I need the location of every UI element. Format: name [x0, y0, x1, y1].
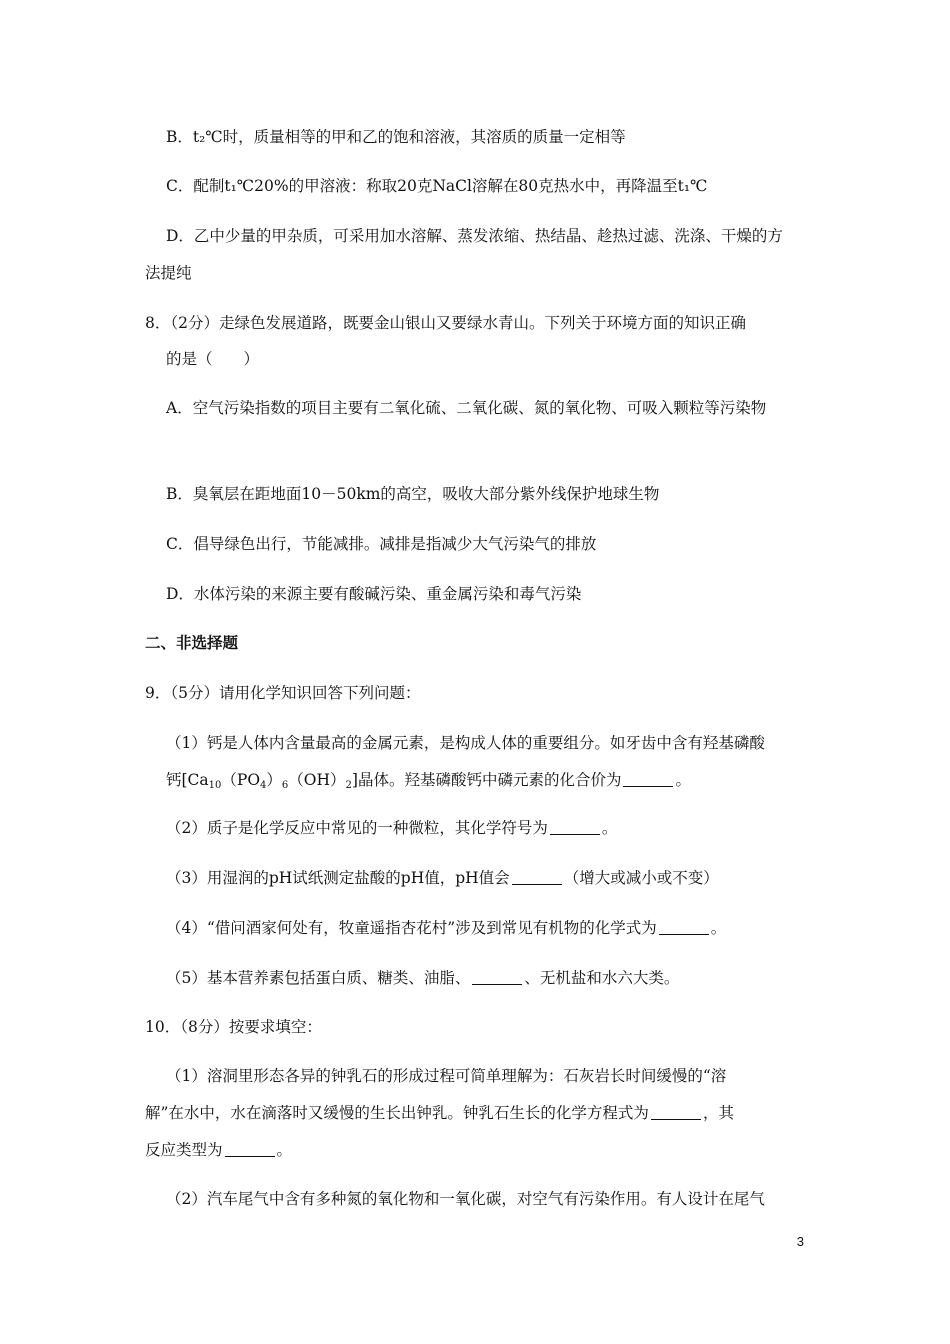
q9-part1-line1: （1）钙是人体内含量最高的金属元素，是构成人体的重要组分。如牙齿中含有羟基磷酸: [166, 734, 765, 752]
answer-blank[interactable]: [512, 870, 562, 885]
q8-option-a: A．空气污染指数的项目主要有二氧化硫、二氧化碳、氮的氧化物、可吸入颗粒等污染物: [166, 399, 767, 417]
q9-part2: （2）质子是化学反应中常见的一种微粒，其化学符号为 。: [166, 819, 618, 837]
q8-option-c: C．倡导绿色出行，节能减排。减排是指减少大气污染气的排放: [166, 535, 597, 553]
q9-part4: （4）“借问酒家何处有，牧童遥指杏花村”涉及到常见有机物的化学式为 。: [166, 919, 727, 937]
answer-blank[interactable]: [550, 820, 600, 835]
q10-part1-line3: 反应类型为 。: [145, 1141, 293, 1159]
answer-blank[interactable]: [651, 1105, 701, 1120]
q8-option-b: B．臭氧层在距地面10－50km的高空，吸收大部分紫外线保护地球生物: [166, 485, 660, 503]
q8-stem-line1: 8．（2分）走绿色发展道路，既要金山银山又要绿水青山。下列关于环境方面的知识正确: [145, 314, 746, 332]
q10-part1-line2: 解”在水中，水在滴落时又缓慢的生长出钟乳。钟乳石生长的化学方程式为 ，其: [145, 1104, 734, 1122]
q7-option-d-line1: D．乙中少量的甲杂质，可采用加水溶解、蒸发浓缩、热结晶、趁热过滤、洗涤、干燥的方: [166, 227, 783, 245]
q9-stem: 9．（5分）请用化学知识回答下列问题：: [145, 684, 421, 702]
q10-stem: 10．（8分）按要求填空：: [145, 1018, 322, 1036]
answer-blank[interactable]: [659, 920, 709, 935]
answer-blank[interactable]: [472, 970, 522, 985]
q9-part1-line2: 钙$[Ca_{10}(PO_4)_6(OH)_2]$晶体。羟基磷酸钙中磷元素的化合价为 。: [166, 771, 691, 791]
answer-blank[interactable]: [225, 1142, 275, 1157]
answer-blank[interactable]: [623, 772, 673, 787]
q9-part5: （5）基本营养素包括蛋白质、糖类、油脂、 、无机盐和水六大类。: [166, 969, 680, 987]
q7-option-d-line2: 法提纯: [145, 264, 192, 282]
q7-option-c: C．配制t₁℃20%的甲溶液：称取20克NaCl溶解在80克热水中，再降温至t₁℃: [166, 177, 708, 195]
q8-option-d: D．水体污染的来源主要有酸碱污染、重金属污染和毒气污染: [166, 585, 582, 603]
page-number: 3: [796, 1234, 804, 1249]
q9-part3: （3）用湿润的pH试纸测定盐酸的pH值，pH值会 （增大或减小或不变）: [166, 869, 719, 887]
q10-part2-line1: （2）汽车尾气中含有多种氮的氧化物和一氧化碳，对空气有污染作用。有人设计在尾气: [166, 1190, 765, 1208]
q10-part1-line1: （1）溶洞里形态各异的钟乳石的形成过程可简单理解为：石灰岩长时间缓慢的“溶: [166, 1067, 727, 1085]
q8-stem-line2: 的是（ ）: [166, 350, 260, 368]
q7-option-b: B．t₂℃时，质量相等的甲和乙的饱和溶液，其溶质的质量一定相等: [166, 128, 626, 146]
section-heading: 二、非选择题: [145, 634, 239, 652]
